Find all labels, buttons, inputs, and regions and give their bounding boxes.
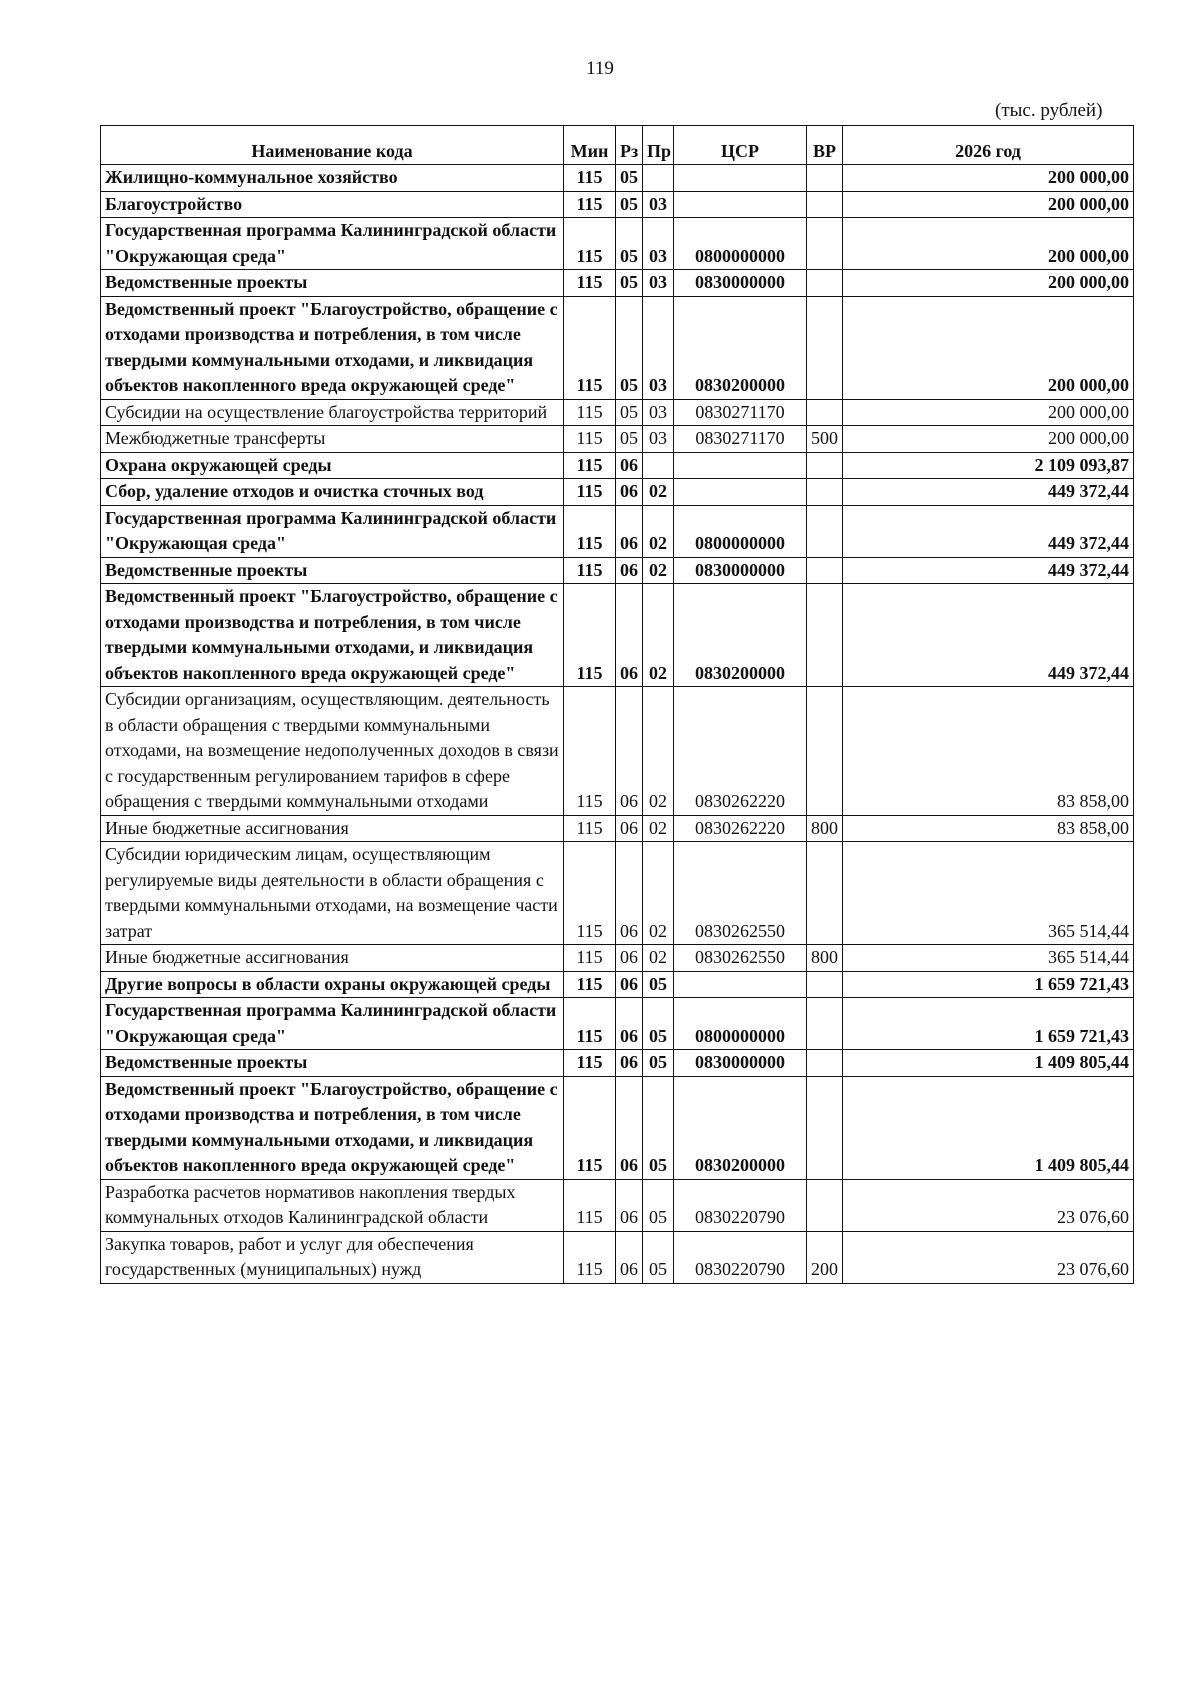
cell-vr: 800 — [807, 945, 843, 972]
cell-pr: 05 — [643, 1076, 674, 1179]
cell-pr: 03 — [643, 270, 674, 297]
cell-csr: 0830000000 — [674, 270, 807, 297]
table-row — [101, 842, 1134, 945]
cell-rz: 05 — [616, 426, 643, 453]
cell-rz: 05 — [616, 218, 643, 270]
cell-csr — [674, 165, 807, 192]
cell-csr — [674, 191, 807, 218]
cell-amount: 365 514,44 — [843, 842, 1134, 945]
cell-csr — [674, 971, 807, 998]
cell-rz: 06 — [616, 557, 643, 584]
cell-amount: 83 858,00 — [843, 687, 1134, 816]
cell-amount: 200 000,00 — [843, 296, 1134, 399]
cell-rz: 06 — [616, 815, 643, 842]
cell-min: 115 — [564, 945, 616, 972]
cell-name: Иные бюджетные ассигнования — [101, 945, 564, 972]
cell-amount: 23 076,60 — [843, 1179, 1134, 1231]
table-row — [101, 584, 1134, 687]
cell-name: Закупка товаров, работ и услуг для обеспечения государственных (муниципальных) нужд — [101, 1231, 564, 1283]
table-row — [101, 815, 1134, 842]
cell-csr: 0800000000 — [674, 998, 807, 1050]
cell-min: 115 — [564, 842, 616, 945]
cell-amount: 449 372,44 — [843, 505, 1134, 557]
cell-pr — [643, 165, 674, 192]
cell-vr — [807, 479, 843, 506]
cell-csr: 0830000000 — [674, 1050, 807, 1077]
cell-csr — [674, 452, 807, 479]
header-name: Наименование кода — [101, 126, 564, 165]
header-vr: ВР — [807, 126, 843, 165]
cell-pr: 02 — [643, 584, 674, 687]
cell-name: Государственная программа Калининградской области "Окружающая среда" — [101, 218, 564, 270]
cell-csr: 0830200000 — [674, 1076, 807, 1179]
cell-vr — [807, 452, 843, 479]
page-number: 119 — [586, 58, 614, 79]
cell-vr — [807, 557, 843, 584]
table-row — [101, 426, 1134, 453]
cell-csr: 0830262550 — [674, 945, 807, 972]
cell-pr: 05 — [643, 1050, 674, 1077]
cell-min: 115 — [564, 1231, 616, 1283]
cell-name: Государственная программа Калининградской области "Окружающая среда" — [101, 505, 564, 557]
table-row — [101, 945, 1134, 972]
cell-name: Иные бюджетные ассигнования — [101, 815, 564, 842]
cell-amount: 2 109 093,87 — [843, 452, 1134, 479]
header-rz: Рз — [616, 126, 643, 165]
cell-rz: 06 — [616, 842, 643, 945]
cell-amount: 1 409 805,44 — [843, 1050, 1134, 1077]
cell-csr: 0830271170 — [674, 399, 807, 426]
cell-vr — [807, 1050, 843, 1077]
cell-min: 115 — [564, 426, 616, 453]
cell-rz: 05 — [616, 296, 643, 399]
cell-name: Ведомственные проекты — [101, 1050, 564, 1077]
cell-pr: 02 — [643, 842, 674, 945]
table-row — [101, 399, 1134, 426]
cell-pr: 02 — [643, 505, 674, 557]
cell-name: Разработка расчетов нормативов накопления твердых коммунальных отходов Калининградской области — [101, 1179, 564, 1231]
cell-rz: 05 — [616, 270, 643, 297]
table-row — [101, 1050, 1134, 1077]
cell-rz: 06 — [616, 998, 643, 1050]
cell-rz: 06 — [616, 452, 643, 479]
cell-pr: 05 — [643, 998, 674, 1050]
cell-amount: 365 514,44 — [843, 945, 1134, 972]
cell-vr — [807, 399, 843, 426]
cell-pr: 05 — [643, 971, 674, 998]
cell-amount: 200 000,00 — [843, 165, 1134, 192]
cell-pr: 03 — [643, 218, 674, 270]
cell-pr: 02 — [643, 557, 674, 584]
cell-name: Государственная программа Калининградской области "Окружающая среда" — [101, 998, 564, 1050]
cell-csr: 0830262220 — [674, 815, 807, 842]
cell-csr — [674, 479, 807, 506]
units-label: (тыс. рублей) — [995, 100, 1103, 121]
cell-min: 115 — [564, 165, 616, 192]
cell-name: Ведомственные проекты — [101, 270, 564, 297]
cell-pr: 02 — [643, 479, 674, 506]
cell-name: Охрана окружающей среды — [101, 452, 564, 479]
cell-rz: 06 — [616, 1076, 643, 1179]
header-pr: Пр — [643, 126, 674, 165]
cell-vr — [807, 218, 843, 270]
cell-min: 115 — [564, 399, 616, 426]
cell-vr — [807, 505, 843, 557]
cell-min: 115 — [564, 479, 616, 506]
cell-name: Ведомственный проект "Благоустройство, обращение с отходами производства и потребления, в том числе твердыми коммунальными отходами, и ликвидация объектов накопленного вреда окружающей среде" — [101, 1076, 564, 1179]
cell-pr: 03 — [643, 296, 674, 399]
cell-rz: 06 — [616, 1179, 643, 1231]
cell-min: 115 — [564, 218, 616, 270]
cell-min: 115 — [564, 505, 616, 557]
cell-name: Ведомственные проекты — [101, 557, 564, 584]
cell-vr: 500 — [807, 426, 843, 453]
cell-pr: 05 — [643, 1231, 674, 1283]
cell-min: 115 — [564, 296, 616, 399]
cell-pr: 03 — [643, 191, 674, 218]
cell-min: 115 — [564, 1179, 616, 1231]
cell-rz: 06 — [616, 971, 643, 998]
cell-name: Сбор, удаление отходов и очистка сточных вод — [101, 479, 564, 506]
cell-amount: 449 372,44 — [843, 584, 1134, 687]
table-row — [101, 971, 1134, 998]
cell-csr: 0830262550 — [674, 842, 807, 945]
cell-pr: 02 — [643, 815, 674, 842]
cell-min: 115 — [564, 191, 616, 218]
header-csr: ЦСР — [674, 126, 807, 165]
cell-min: 115 — [564, 971, 616, 998]
cell-csr: 0830000000 — [674, 557, 807, 584]
table-row — [101, 1179, 1134, 1231]
cell-csr: 0830220790 — [674, 1179, 807, 1231]
cell-vr — [807, 584, 843, 687]
cell-rz: 06 — [616, 945, 643, 972]
cell-rz: 06 — [616, 505, 643, 557]
cell-amount: 200 000,00 — [843, 218, 1134, 270]
cell-min: 115 — [564, 557, 616, 584]
cell-name: Благоустройство — [101, 191, 564, 218]
cell-vr: 200 — [807, 1231, 843, 1283]
cell-rz: 06 — [616, 584, 643, 687]
header-min: Мин — [564, 126, 616, 165]
cell-vr — [807, 998, 843, 1050]
table-row — [101, 687, 1134, 816]
table-row — [101, 479, 1134, 506]
cell-pr: 02 — [643, 687, 674, 816]
cell-vr — [807, 165, 843, 192]
cell-min: 115 — [564, 687, 616, 816]
cell-amount: 200 000,00 — [843, 270, 1134, 297]
cell-rz: 05 — [616, 165, 643, 192]
cell-rz: 06 — [616, 479, 643, 506]
table-row — [101, 165, 1134, 192]
table-row — [101, 1231, 1134, 1283]
cell-min: 115 — [564, 1050, 616, 1077]
cell-amount: 449 372,44 — [843, 479, 1134, 506]
cell-csr: 0830200000 — [674, 584, 807, 687]
table-row — [101, 218, 1134, 270]
cell-min: 115 — [564, 1076, 616, 1179]
table-row — [101, 296, 1134, 399]
cell-vr — [807, 296, 843, 399]
cell-vr — [807, 971, 843, 998]
cell-amount: 1 659 721,43 — [843, 998, 1134, 1050]
cell-vr: 800 — [807, 815, 843, 842]
cell-min: 115 — [564, 584, 616, 687]
cell-csr: 0800000000 — [674, 218, 807, 270]
cell-name: Субсидии на осуществление благоустройства территорий — [101, 399, 564, 426]
cell-vr — [807, 842, 843, 945]
cell-amount: 83 858,00 — [843, 815, 1134, 842]
cell-csr: 0830200000 — [674, 296, 807, 399]
cell-vr — [807, 1076, 843, 1179]
cell-name: Межбюджетные трансферты — [101, 426, 564, 453]
cell-vr — [807, 270, 843, 297]
cell-min: 115 — [564, 452, 616, 479]
header-year: 2026 год — [843, 126, 1134, 165]
cell-rz: 05 — [616, 399, 643, 426]
table-row — [101, 191, 1134, 218]
cell-pr: 03 — [643, 399, 674, 426]
cell-name: Субсидии организациям, осуществляющим. деятельность в области обращения с твердыми коммунальными отходами, на возмещение недополученных доходов в связи с государственным регулированием тарифов в сфере обращения с твердыми коммунальными отходами — [101, 687, 564, 816]
cell-min: 115 — [564, 815, 616, 842]
cell-amount: 23 076,60 — [843, 1231, 1134, 1283]
cell-name: Жилищно-коммунальное хозяйство — [101, 165, 564, 192]
cell-pr: 05 — [643, 1179, 674, 1231]
budget-table — [100, 125, 1134, 1284]
table-row — [101, 270, 1134, 297]
cell-csr: 0830220790 — [674, 1231, 807, 1283]
table-row — [101, 505, 1134, 557]
cell-min: 115 — [564, 998, 616, 1050]
cell-csr: 0800000000 — [674, 505, 807, 557]
cell-amount: 449 372,44 — [843, 557, 1134, 584]
cell-pr — [643, 452, 674, 479]
cell-rz: 06 — [616, 1050, 643, 1077]
cell-rz: 06 — [616, 1231, 643, 1283]
cell-amount: 200 000,00 — [843, 399, 1134, 426]
table-header-row — [101, 126, 1134, 165]
cell-name: Ведомственный проект "Благоустройство, обращение с отходами производства и потребления, в том числе твердыми коммунальными отходами, и ликвидация объектов накопленного вреда окружающей среде" — [101, 584, 564, 687]
cell-pr: 03 — [643, 426, 674, 453]
cell-rz: 05 — [616, 191, 643, 218]
cell-csr: 0830271170 — [674, 426, 807, 453]
cell-vr — [807, 1179, 843, 1231]
table-row — [101, 452, 1134, 479]
cell-amount: 200 000,00 — [843, 191, 1134, 218]
cell-name: Другие вопросы в области охраны окружающей среды — [101, 971, 564, 998]
table-row — [101, 557, 1134, 584]
cell-name: Ведомственный проект "Благоустройство, обращение с отходами производства и потребления, в том числе твердыми коммунальными отходами, и ликвидация объектов накопленного вреда окружающей среде" — [101, 296, 564, 399]
table-row — [101, 998, 1134, 1050]
cell-vr — [807, 687, 843, 816]
cell-amount: 1 659 721,43 — [843, 971, 1134, 998]
cell-amount: 200 000,00 — [843, 426, 1134, 453]
cell-name: Субсидии юридическим лицам, осуществляющим регулируемые виды деятельности в области обращения с твердыми коммунальными отходами, на возмещение части затрат — [101, 842, 564, 945]
cell-csr: 0830262220 — [674, 687, 807, 816]
cell-pr: 02 — [643, 945, 674, 972]
cell-vr — [807, 191, 843, 218]
table-row — [101, 1076, 1134, 1179]
cell-amount: 1 409 805,44 — [843, 1076, 1134, 1179]
cell-min: 115 — [564, 270, 616, 297]
cell-rz: 06 — [616, 687, 643, 816]
